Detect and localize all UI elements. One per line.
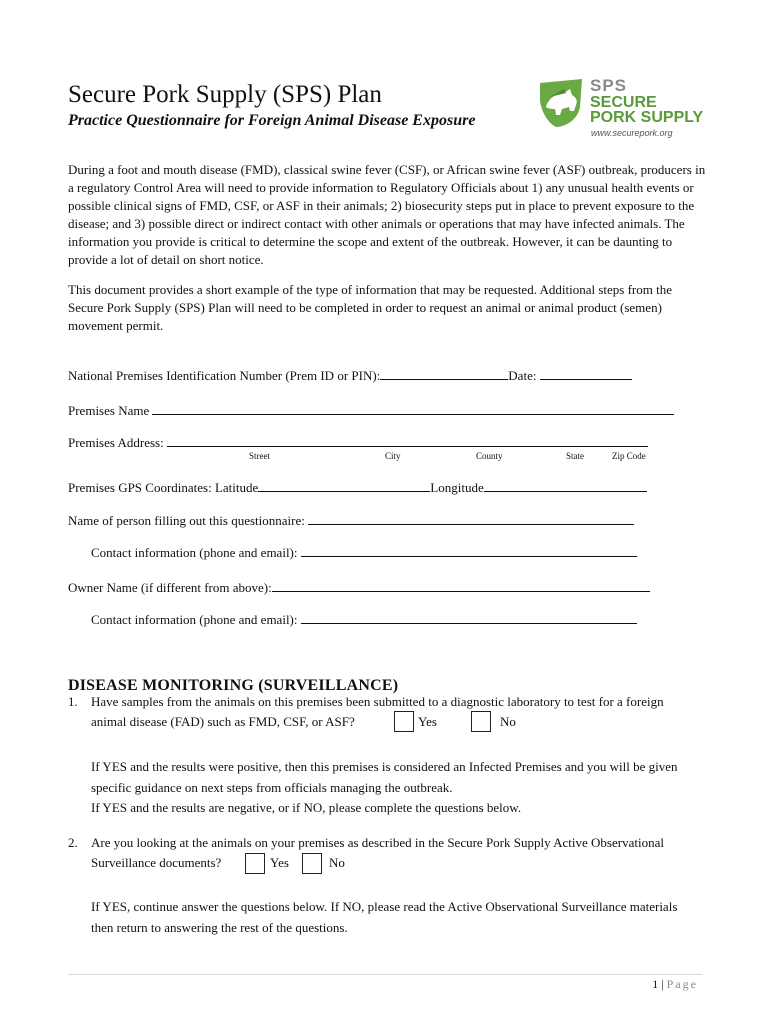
premises-name-label: Premises Name — [68, 403, 150, 418]
person-row — [68, 512, 634, 529]
q1-yes-checkbox[interactable] — [394, 711, 414, 732]
premises-address-label: Premises Address: — [68, 435, 164, 450]
q2-no-checkbox[interactable] — [302, 853, 322, 874]
q2-yes-label: Yes — [270, 855, 289, 870]
document-subtitle: Practice Questionnaire for Foreign Animal Disease Exposure — [68, 112, 476, 129]
owner-contact-row — [91, 611, 637, 628]
logo-line2: PORK SUPPLY — [590, 109, 704, 126]
premises-id-label: National Premises Identification Number (Prem ID or PIN): — [68, 368, 381, 383]
q2-yes-checkbox[interactable] — [245, 853, 265, 874]
address-county-label: County — [476, 451, 503, 461]
q1-number: 1. — [68, 694, 78, 709]
q1-text-line2: animal disease (FAD) such as FMD, CSF, or ASF? — [91, 714, 355, 729]
address-state-label: State — [566, 451, 584, 461]
document-title: Secure Pork Supply (SPS) Plan — [68, 81, 382, 108]
premises-id-row — [68, 367, 632, 384]
address-zip-label: Zip Code — [612, 451, 646, 461]
q2-note: If YES, continue answer the questions below. If NO, please read the Active Observational Surveillance materials then return to answering the rest of the questions. — [91, 899, 678, 935]
q2-text-line1: Are you looking at the animals on your premises as described in the Secure Pork Supply Active Observational — [91, 835, 664, 850]
owner-contact-field[interactable] — [301, 611, 637, 624]
longitude-field[interactable] — [484, 479, 647, 492]
q1-yes-label: Yes — [418, 714, 437, 729]
person-label: Name of person filling out this questionnaire: — [68, 513, 305, 528]
footer-divider — [68, 974, 702, 975]
owner-contact-label: Contact information (phone and email): — [91, 612, 298, 627]
section-heading: DISEASE MONITORING (SURVEILLANCE) — [68, 677, 399, 694]
latitude-label: Premises GPS Coordinates: Latitude — [68, 480, 259, 495]
person-field[interactable] — [308, 512, 634, 525]
latitude-field[interactable] — [258, 479, 430, 492]
q2-number: 2. — [68, 835, 78, 850]
q1-note-positive: If YES and the results were positive, then this premises is considered an Infected Premises and you will be given specific guidance on next steps from officials managing the outbreak. — [91, 759, 678, 795]
q1-no-checkbox[interactable] — [471, 711, 491, 732]
person-contact-row — [91, 544, 637, 561]
address-street-label: Street — [249, 451, 270, 461]
q1-note-negative: If YES and the results are negative, or if NO, please complete the questions below. — [91, 800, 522, 815]
owner-row — [68, 579, 650, 596]
date-label: Date: — [508, 368, 537, 383]
owner-label: Owner Name (if different from above): — [68, 580, 272, 595]
q2-no-label: No — [329, 855, 345, 870]
premises-id-field[interactable] — [380, 367, 508, 380]
premises-address-row — [68, 434, 648, 451]
page-label: Page — [666, 977, 698, 991]
person-contact-label: Contact information (phone and email): — [91, 545, 298, 560]
page-footer — [652, 977, 698, 991]
intro-paragraph-1: During a foot and mouth disease (FMD), classical swine fever (CSF), or African swine fever (ASF) outbreak, producers in a regulatory Control Area will need to provide information to Regulatory Officials about 1) any unusual health events or possible clinical signs of FMD, CSF, or ASF in their animals; 2) biosecurity steps put in place to prevent exposure to the disease; and 3) possible direct or indirect contact with other animals or operations that may have infected animals. The information you provide is critical to determine the scope and extent of the outbreak. However, it can be daunting to provide a lot of detail on short notice. — [68, 162, 706, 267]
q1-text-line1: Have samples from the animals on this premises been submitted to a diagnostic laboratory to test for a foreign — [91, 694, 664, 709]
address-city-label: City — [385, 451, 401, 461]
person-contact-field[interactable] — [301, 544, 637, 557]
q1-no-label: No — [500, 714, 516, 729]
intro-paragraph-2: This document provides a short example of the type of information that may be requested. Additional steps from the Secure Pork Supply (SPS) Plan will need to be completed in order to request an animal or animal product (semen) movement permit. — [68, 282, 672, 333]
q2-text-line2: Surveillance documents? — [91, 855, 222, 870]
premises-address-field[interactable] — [167, 434, 648, 447]
owner-field[interactable] — [272, 579, 650, 592]
pig-shield-icon — [536, 77, 588, 129]
gps-row — [68, 479, 647, 496]
page-number: 1 — [652, 977, 659, 991]
date-field[interactable] — [540, 367, 632, 380]
logo-abbr: SPS — [590, 76, 628, 95]
logo-url: www.securepork.org — [591, 128, 673, 138]
longitude-label: Longitude — [430, 480, 484, 495]
premises-name-field[interactable] — [152, 402, 674, 415]
page-separator: | — [661, 977, 664, 991]
logo-line1: SECURE — [590, 94, 657, 111]
premises-name-row — [68, 402, 674, 419]
sps-logo — [536, 77, 706, 141]
